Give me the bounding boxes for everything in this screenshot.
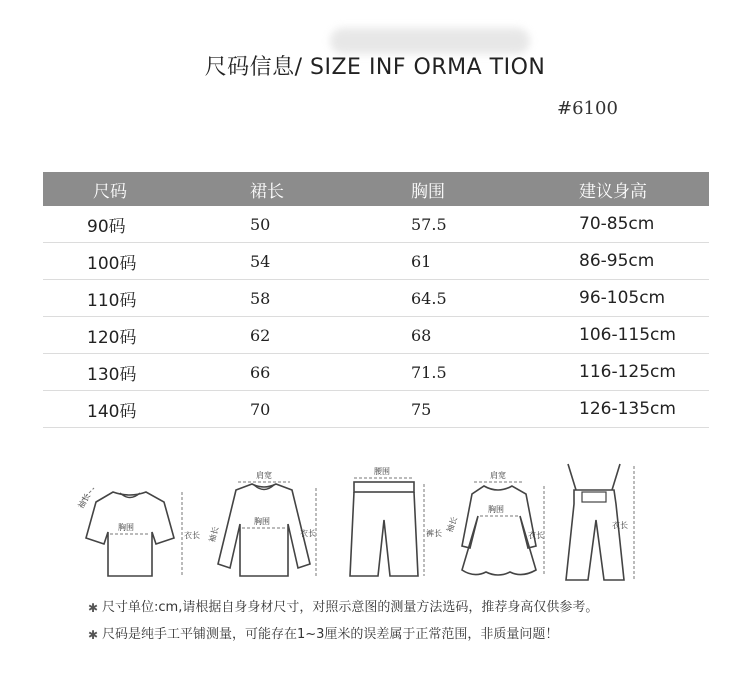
cell-height: 86-95cm	[579, 251, 655, 271]
sweater-diagram-icon	[200, 460, 330, 585]
note-item	[88, 598, 598, 625]
cell-size: 140码	[87, 401, 137, 422]
header-skirt-length: 裙长	[250, 181, 284, 202]
header-chest: 胸围	[411, 181, 445, 202]
pants-length-label: 裤长	[426, 529, 442, 538]
note-text: 尺码是纯手工平铺测量，可能存在1~3厘米的误差属于正常范围，非质量问题！	[102, 627, 559, 642]
header-height: 建议身高	[579, 181, 647, 202]
note-item	[88, 625, 598, 652]
dress-shoulder-label: 肩宽	[490, 471, 506, 480]
cell-chest: 64.5	[411, 288, 447, 308]
size-notes	[88, 598, 598, 652]
cell-size: 120码	[87, 327, 137, 348]
sweater-shoulder-label: 肩宽	[256, 471, 272, 480]
cell-height: 70-85cm	[579, 214, 655, 234]
tshirt-length-label: 衣长	[184, 531, 200, 540]
cell-chest: 75	[411, 399, 432, 419]
cell-height: 116-125cm	[579, 362, 676, 382]
sweater-chest-label: 胸围	[254, 517, 270, 526]
overalls-diagram-icon	[550, 460, 650, 585]
cell-height: 126-135cm	[579, 399, 676, 419]
table-row	[43, 280, 709, 317]
table-row	[43, 243, 709, 280]
table-row	[43, 317, 709, 354]
pants-diagram-icon	[332, 460, 447, 585]
tshirt-diagram-icon	[68, 460, 198, 585]
cell-skirt-length: 70	[250, 399, 271, 419]
note-text: 尺寸单位:cm,请根据自身身材尺寸，对照示意图的测量方法选码，推荐身高仅供参考。	[102, 600, 599, 615]
cell-skirt-length: 50	[250, 214, 271, 234]
measurement-diagrams	[60, 460, 700, 585]
header-size: 尺码	[93, 181, 127, 202]
cell-skirt-length: 62	[250, 325, 271, 345]
tshirt-sleeve-label: 袖长	[76, 491, 93, 511]
cell-skirt-length: 58	[250, 288, 271, 308]
cell-size: 90码	[87, 216, 126, 237]
cell-chest: 61	[411, 251, 432, 271]
overalls-length-label: 衣长	[612, 521, 628, 530]
table-row	[43, 206, 709, 243]
cell-chest: 57.5	[411, 214, 447, 234]
size-table	[43, 172, 709, 428]
sweater-sleeve-label: 袖长	[207, 525, 221, 544]
page-title: 尺码信息/ SIZE INF ORMA TION	[204, 55, 546, 80]
asterisk-icon: ✱	[88, 628, 99, 642]
sweater-length-label: 衣长	[300, 529, 316, 538]
dress-diagram-icon	[440, 460, 565, 585]
cell-height: 106-115cm	[579, 325, 676, 345]
cell-height: 96-105cm	[579, 288, 666, 308]
dress-chest-label: 胸围	[488, 505, 504, 514]
dress-length-label: 衣长	[528, 531, 544, 540]
table-header	[43, 172, 709, 206]
cell-size: 130码	[87, 364, 137, 385]
table-row	[43, 391, 709, 428]
asterisk-icon: ✱	[88, 601, 99, 615]
product-code: #6100	[557, 98, 618, 119]
cell-chest: 71.5	[411, 362, 447, 382]
cell-chest: 68	[411, 325, 432, 345]
dress-sleeve-label: 袖长	[445, 515, 460, 534]
cell-skirt-length: 54	[250, 251, 271, 271]
cell-size: 110码	[87, 290, 137, 311]
pants-waist-label: 腰围	[374, 467, 390, 476]
cell-skirt-length: 66	[250, 362, 271, 382]
cell-size: 100码	[87, 253, 137, 274]
table-row	[43, 354, 709, 391]
tshirt-chest-label: 胸围	[118, 523, 134, 532]
